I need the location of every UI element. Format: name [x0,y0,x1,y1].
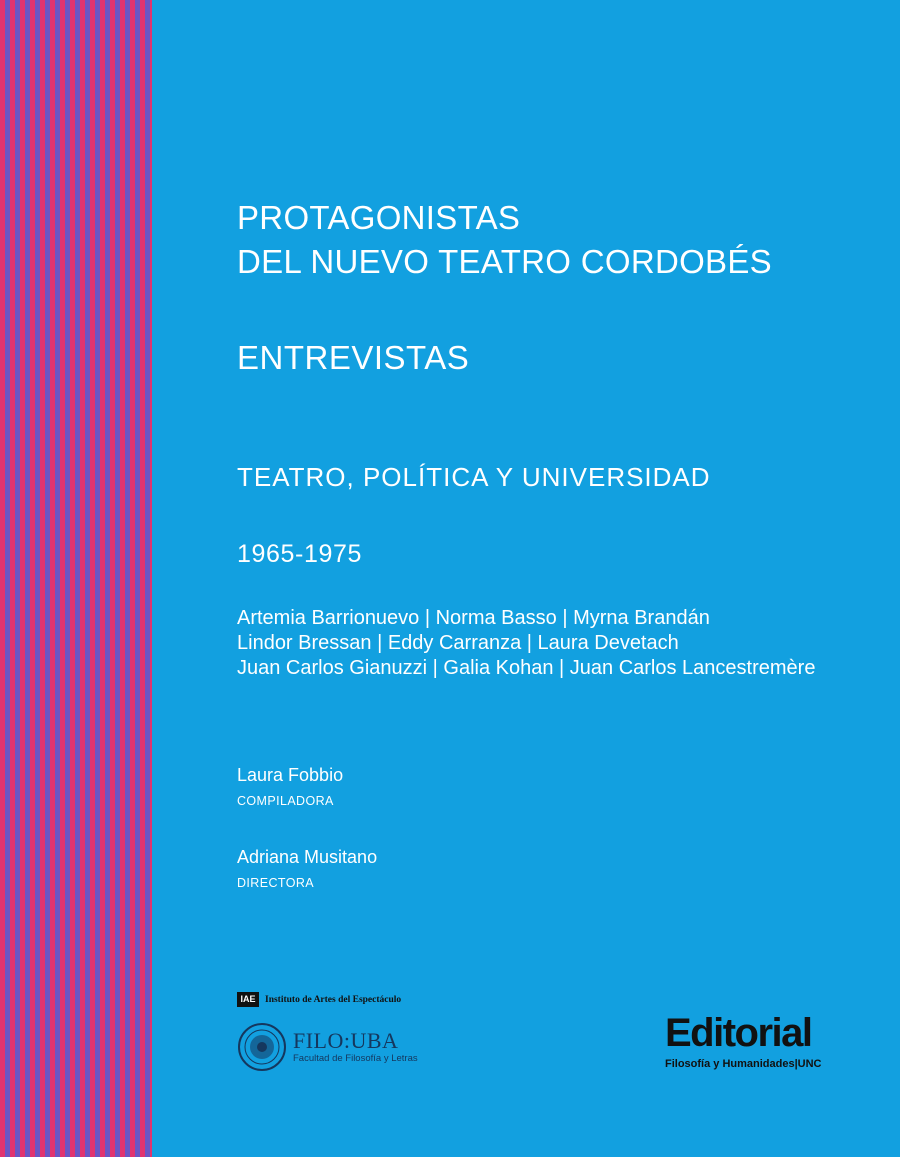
book-subtitle: ENTREVISTAS [237,339,470,376]
striped-spine-decoration [0,0,152,1157]
compiler-role: COMPILADORA [237,794,334,808]
uba-seal-icon [237,1022,287,1072]
compiler-credit [237,764,343,809]
filo-uba-logo [237,1022,418,1072]
authors-line: Artemia Barrionuevo | Norma Basso | Myrna Brandán [237,607,710,629]
title-line-1: PROTAGONISTAS [237,199,521,236]
book-title [237,196,772,284]
iae-abbr: IAE [237,992,259,1007]
editorial-subtitle: Filosofía y Humanidades|UNC [665,1058,822,1070]
authors-line: Lindor Bressan | Eddy Carranza | Laura Devetach [237,632,679,654]
authors-line: Juan Carlos Gianuzzi | Galia Kohan | Juan Carlos Lancestremère [237,657,816,679]
iae-name: Instituto de Artes del Espectáculo [265,994,402,1005]
book-years: 1965-1975 [237,540,362,568]
book-tagline: TEATRO, POLÍTICA Y UNIVERSIDAD [237,462,711,492]
filo-wordmark: FILO:UBA [293,1028,399,1053]
director-name: Adriana Musitano [237,847,378,867]
editorial-wordmark: Editorial [665,1011,812,1055]
filo-subtitle: Facultad de Filosofía y Letras [293,1053,418,1064]
director-credit [237,846,377,891]
compiler-name: Laura Fobbio [237,765,344,785]
title-line-2: DEL NUEVO TEATRO CORDOBÉS [237,243,772,280]
editorial-logo [665,1012,822,1071]
authors-list [237,606,815,681]
director-role: DIRECTORA [237,876,314,890]
iae-logo [237,992,401,1007]
